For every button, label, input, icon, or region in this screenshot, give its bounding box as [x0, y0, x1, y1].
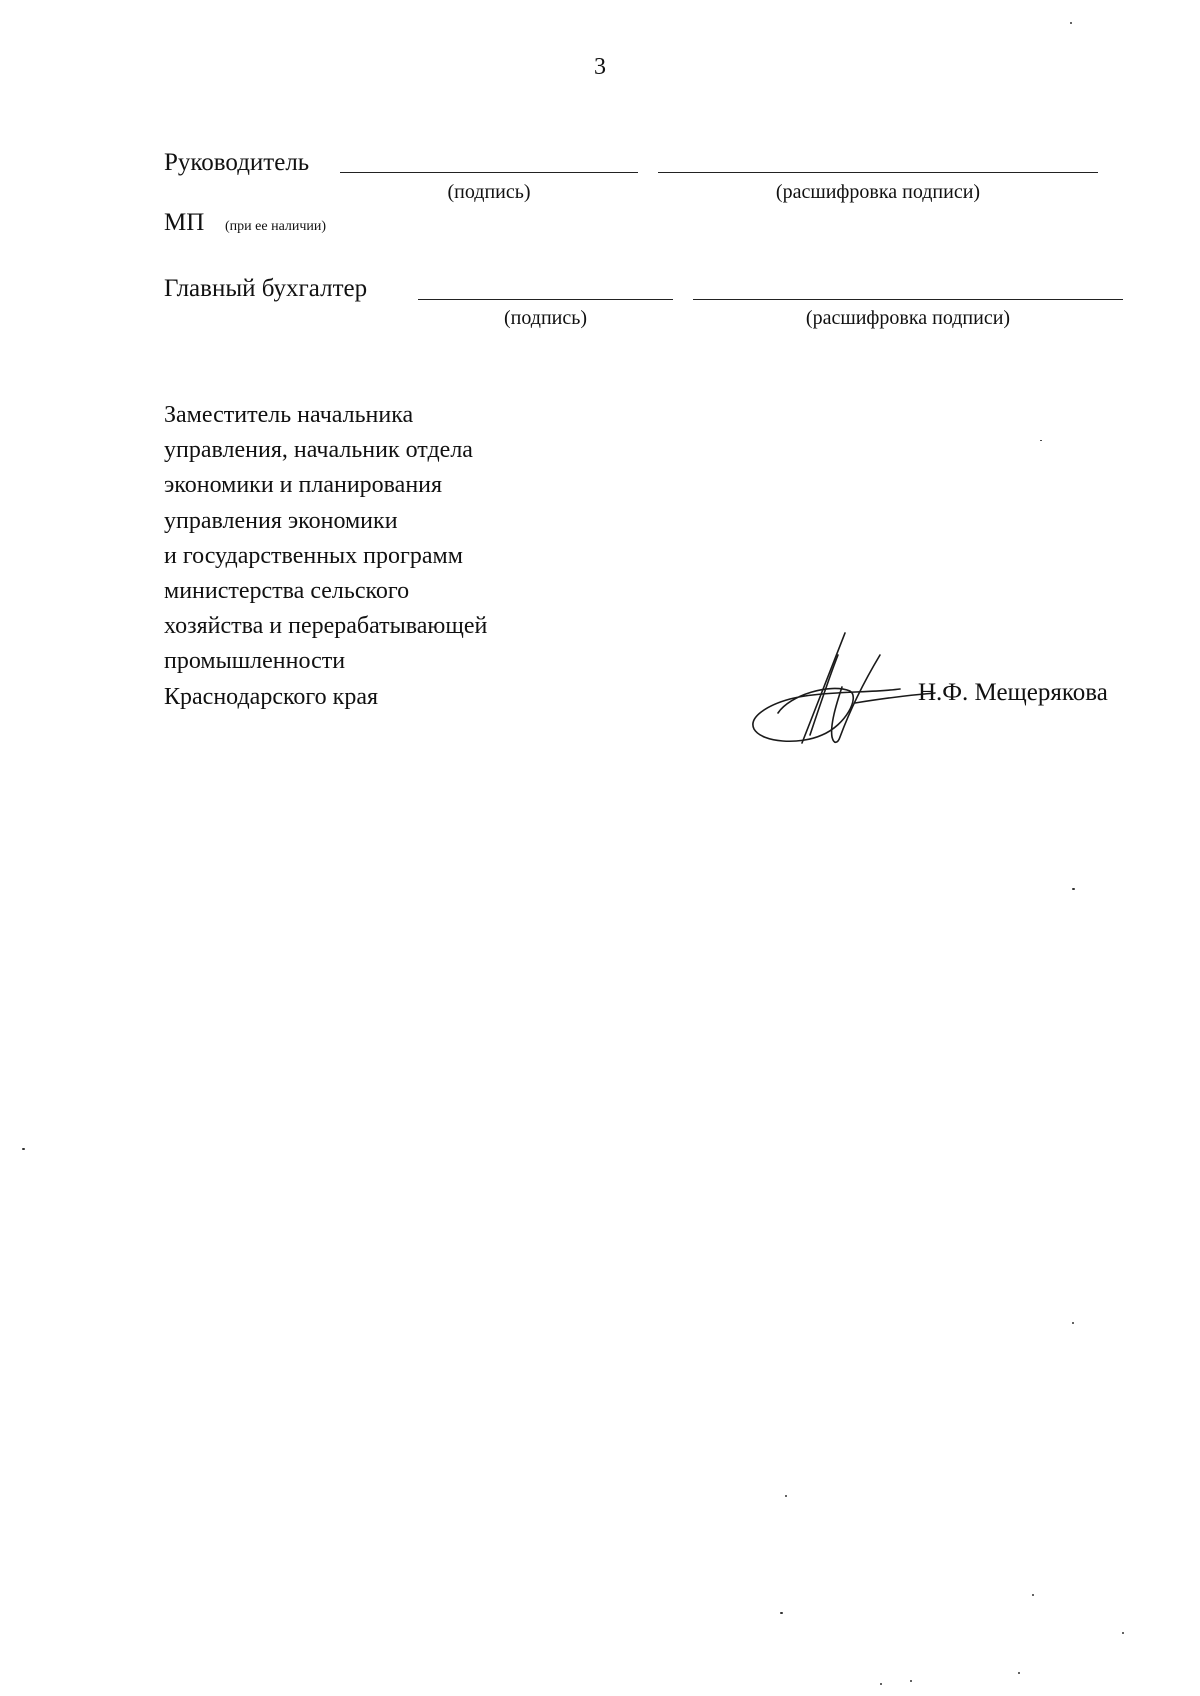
- scan-speck: [1072, 1322, 1074, 1324]
- head-decoding-caption: (расшифровка подписи): [775, 181, 981, 203]
- chief-accountant-label: Главный бухгалтер: [164, 275, 368, 302]
- scan-speck: [1032, 1594, 1034, 1596]
- scan-speck: [1018, 1672, 1020, 1674]
- deputy-position-line: управления, начальник отдела: [164, 437, 473, 464]
- scan-speck: [1070, 22, 1072, 24]
- stamp-note: (при ее наличии): [225, 219, 327, 234]
- deputy-position-line: Краснодарского края: [164, 683, 379, 710]
- scan-speck: [910, 1680, 912, 1682]
- stamp-label: МП: [164, 209, 205, 236]
- scan-speck: [1122, 1632, 1124, 1634]
- head-signature-caption: (подпись): [447, 181, 531, 203]
- chief-accountant-decoding-line: [693, 299, 1123, 300]
- scan-speck: [785, 1495, 787, 1497]
- deputy-position-line: министерства сельского: [164, 578, 410, 605]
- scan-speck: [1072, 888, 1075, 890]
- chief-accountant-decoding-caption: (расшифровка подписи): [805, 307, 1011, 329]
- chief-accountant-signature-caption: (подпись): [503, 307, 588, 329]
- deputy-position-line: и государственных программ: [164, 542, 463, 569]
- chief-accountant-signature-line: [418, 299, 673, 300]
- signer-name: Н.Ф. Мещерякова: [918, 679, 1108, 706]
- scan-speck: [780, 1612, 783, 1614]
- deputy-position-line: промышленности: [164, 648, 346, 675]
- deputy-position-line: хозяйства и перерабатывающей: [164, 613, 488, 640]
- head-decoding-line: [658, 172, 1098, 173]
- scan-speck: [22, 1148, 25, 1150]
- head-label: Руководитель: [164, 149, 310, 176]
- head-signature-line: [340, 172, 638, 173]
- deputy-position-line: Заместитель начальника: [164, 402, 414, 428]
- scan-speck: [880, 1683, 882, 1685]
- deputy-position-block: [164, 398, 487, 715]
- page-number: 3: [594, 54, 606, 80]
- deputy-position-line: управления экономики: [164, 507, 398, 534]
- scan-speck: [1040, 440, 1042, 441]
- deputy-position-line: экономики и планирования: [164, 472, 443, 499]
